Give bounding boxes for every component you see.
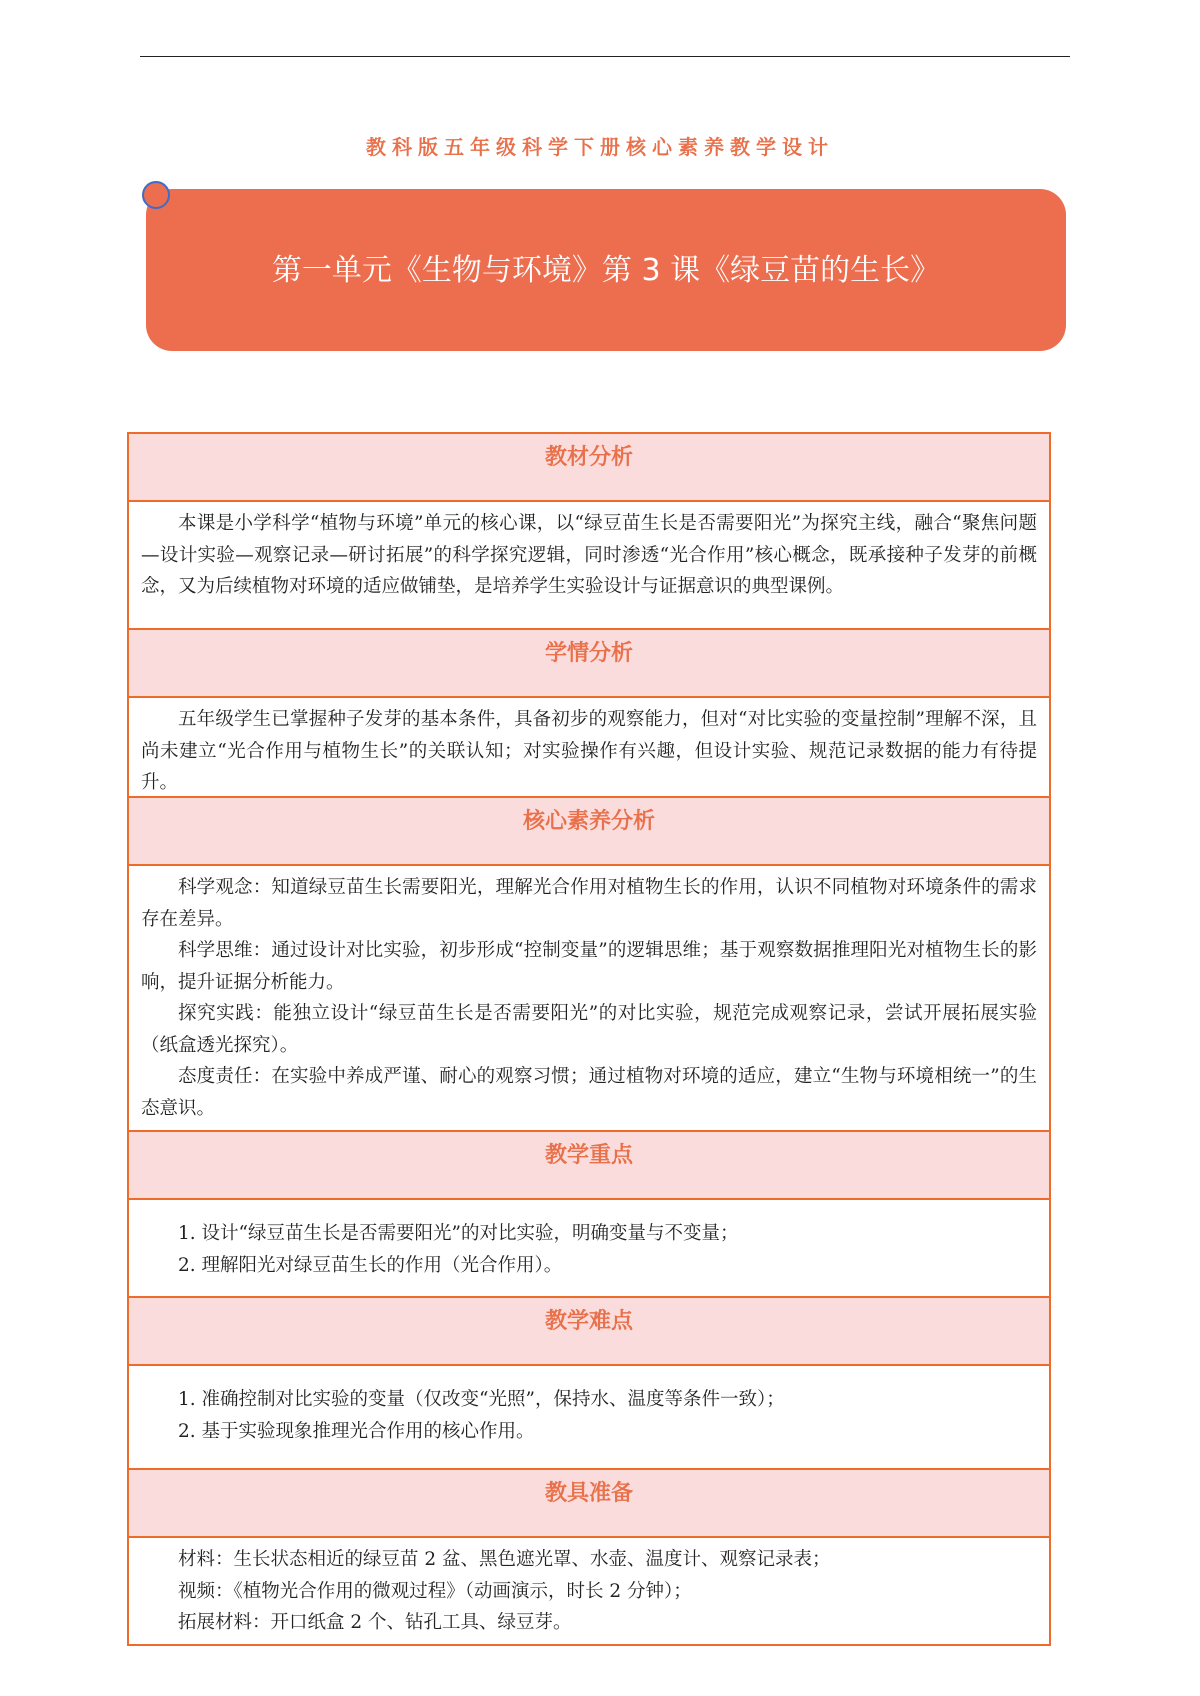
list-item: 2. 理解阳光对绿豆苗生长的作用（光合作用）。 bbox=[178, 1254, 563, 1276]
lesson-title: 第一单元《生物与环境》第 3 课《绿豆苗的生长》 bbox=[271, 253, 941, 288]
section-heading-textbook-analysis: 教材分析 bbox=[129, 434, 1049, 502]
lesson-plan-table bbox=[127, 432, 1051, 1646]
paragraph: 科学思维：通过设计对比实验，初步形成“控制变量”的逻辑思维；基于观察数据推理阳光对植物生长的影响，提升证据分析能力。 bbox=[141, 940, 1037, 993]
top-rule bbox=[140, 56, 1070, 57]
section-body-key-points bbox=[129, 1200, 1049, 1298]
series-title: 教科版五年级科学下册核心素养教学设计 bbox=[366, 135, 834, 159]
section-heading-student-analysis: 学情分析 bbox=[129, 630, 1049, 698]
lesson-banner bbox=[146, 189, 1066, 351]
section-body-difficulties bbox=[129, 1366, 1049, 1470]
list-item: 材料：生长状态相近的绿豆苗 2 盆、黑色遮光罩、水壶、温度计、观察记录表； bbox=[178, 1549, 831, 1570]
paragraph: 科学观念：知道绿豆苗生长需要阳光，理解光合作用对植物生长的作用，认识不同植物对环境条件的需求存在差异。 bbox=[141, 877, 1037, 930]
banner-dot-decoration bbox=[142, 181, 170, 209]
section-body-student-analysis bbox=[129, 698, 1049, 798]
section-body-textbook-analysis bbox=[129, 502, 1049, 630]
section-body-teaching-aids bbox=[129, 1538, 1049, 1644]
section-heading-difficulties: 教学难点 bbox=[129, 1298, 1049, 1366]
section-heading-teaching-aids: 教具准备 bbox=[129, 1470, 1049, 1538]
section-heading-key-points: 教学重点 bbox=[129, 1132, 1049, 1200]
list-item: 1. 设计“绿豆苗生长是否需要阳光”的对比实验，明确变量与不变量； bbox=[178, 1223, 739, 1244]
list-item: 拓展材料：开口纸盒 2 个、钻孔工具、绿豆芽。 bbox=[178, 1612, 572, 1633]
list-item: 视频：《植物光合作用的微观过程》（动画演示，时长 2 分钟）； bbox=[178, 1580, 692, 1602]
paragraph: 五年级学生已掌握种子发芽的基本条件，具备初步的观察能力，但对“对比实验的变量控制”理解不深，且尚未建立“光合作用与植物生长”的关联认知；对实验操作有兴趣，但设计实验、规范记录数据的能力有待提升。 bbox=[141, 709, 1037, 793]
paragraph: 态度责任：在实验中养成严谨、耐心的观察习惯；通过植物对环境的适应，建立“生物与环境相统一”的生态意识。 bbox=[141, 1066, 1037, 1119]
section-body-core-literacy bbox=[129, 866, 1049, 1132]
section-heading-core-literacy: 核心素养分析 bbox=[129, 798, 1049, 866]
paragraph: 本课是小学科学“植物与环境”单元的核心课，以“绿豆苗生长是否需要阳光”为探究主线，融合“聚焦问题—设计实验—观察记录—研讨拓展”的科学探究逻辑，同时渗透“光合作用”核心概念，既承接种子发芽的前概念，又为后续植物对环境的适应做铺垫，是培养学生实验设计与证据意识的典型课例。 bbox=[141, 513, 1037, 597]
list-item: 1. 准确控制对比实验的变量（仅改变“光照”，保持水、温度等条件一致）； bbox=[178, 1389, 785, 1410]
list-item: 2. 基于实验现象推理光合作用的核心作用。 bbox=[178, 1420, 535, 1442]
paragraph: 探究实践：能独立设计“绿豆苗生长是否需要阳光”的对比实验，规范完成观察记录，尝试开展拓展实验（纸盒透光探究）。 bbox=[141, 1003, 1037, 1056]
